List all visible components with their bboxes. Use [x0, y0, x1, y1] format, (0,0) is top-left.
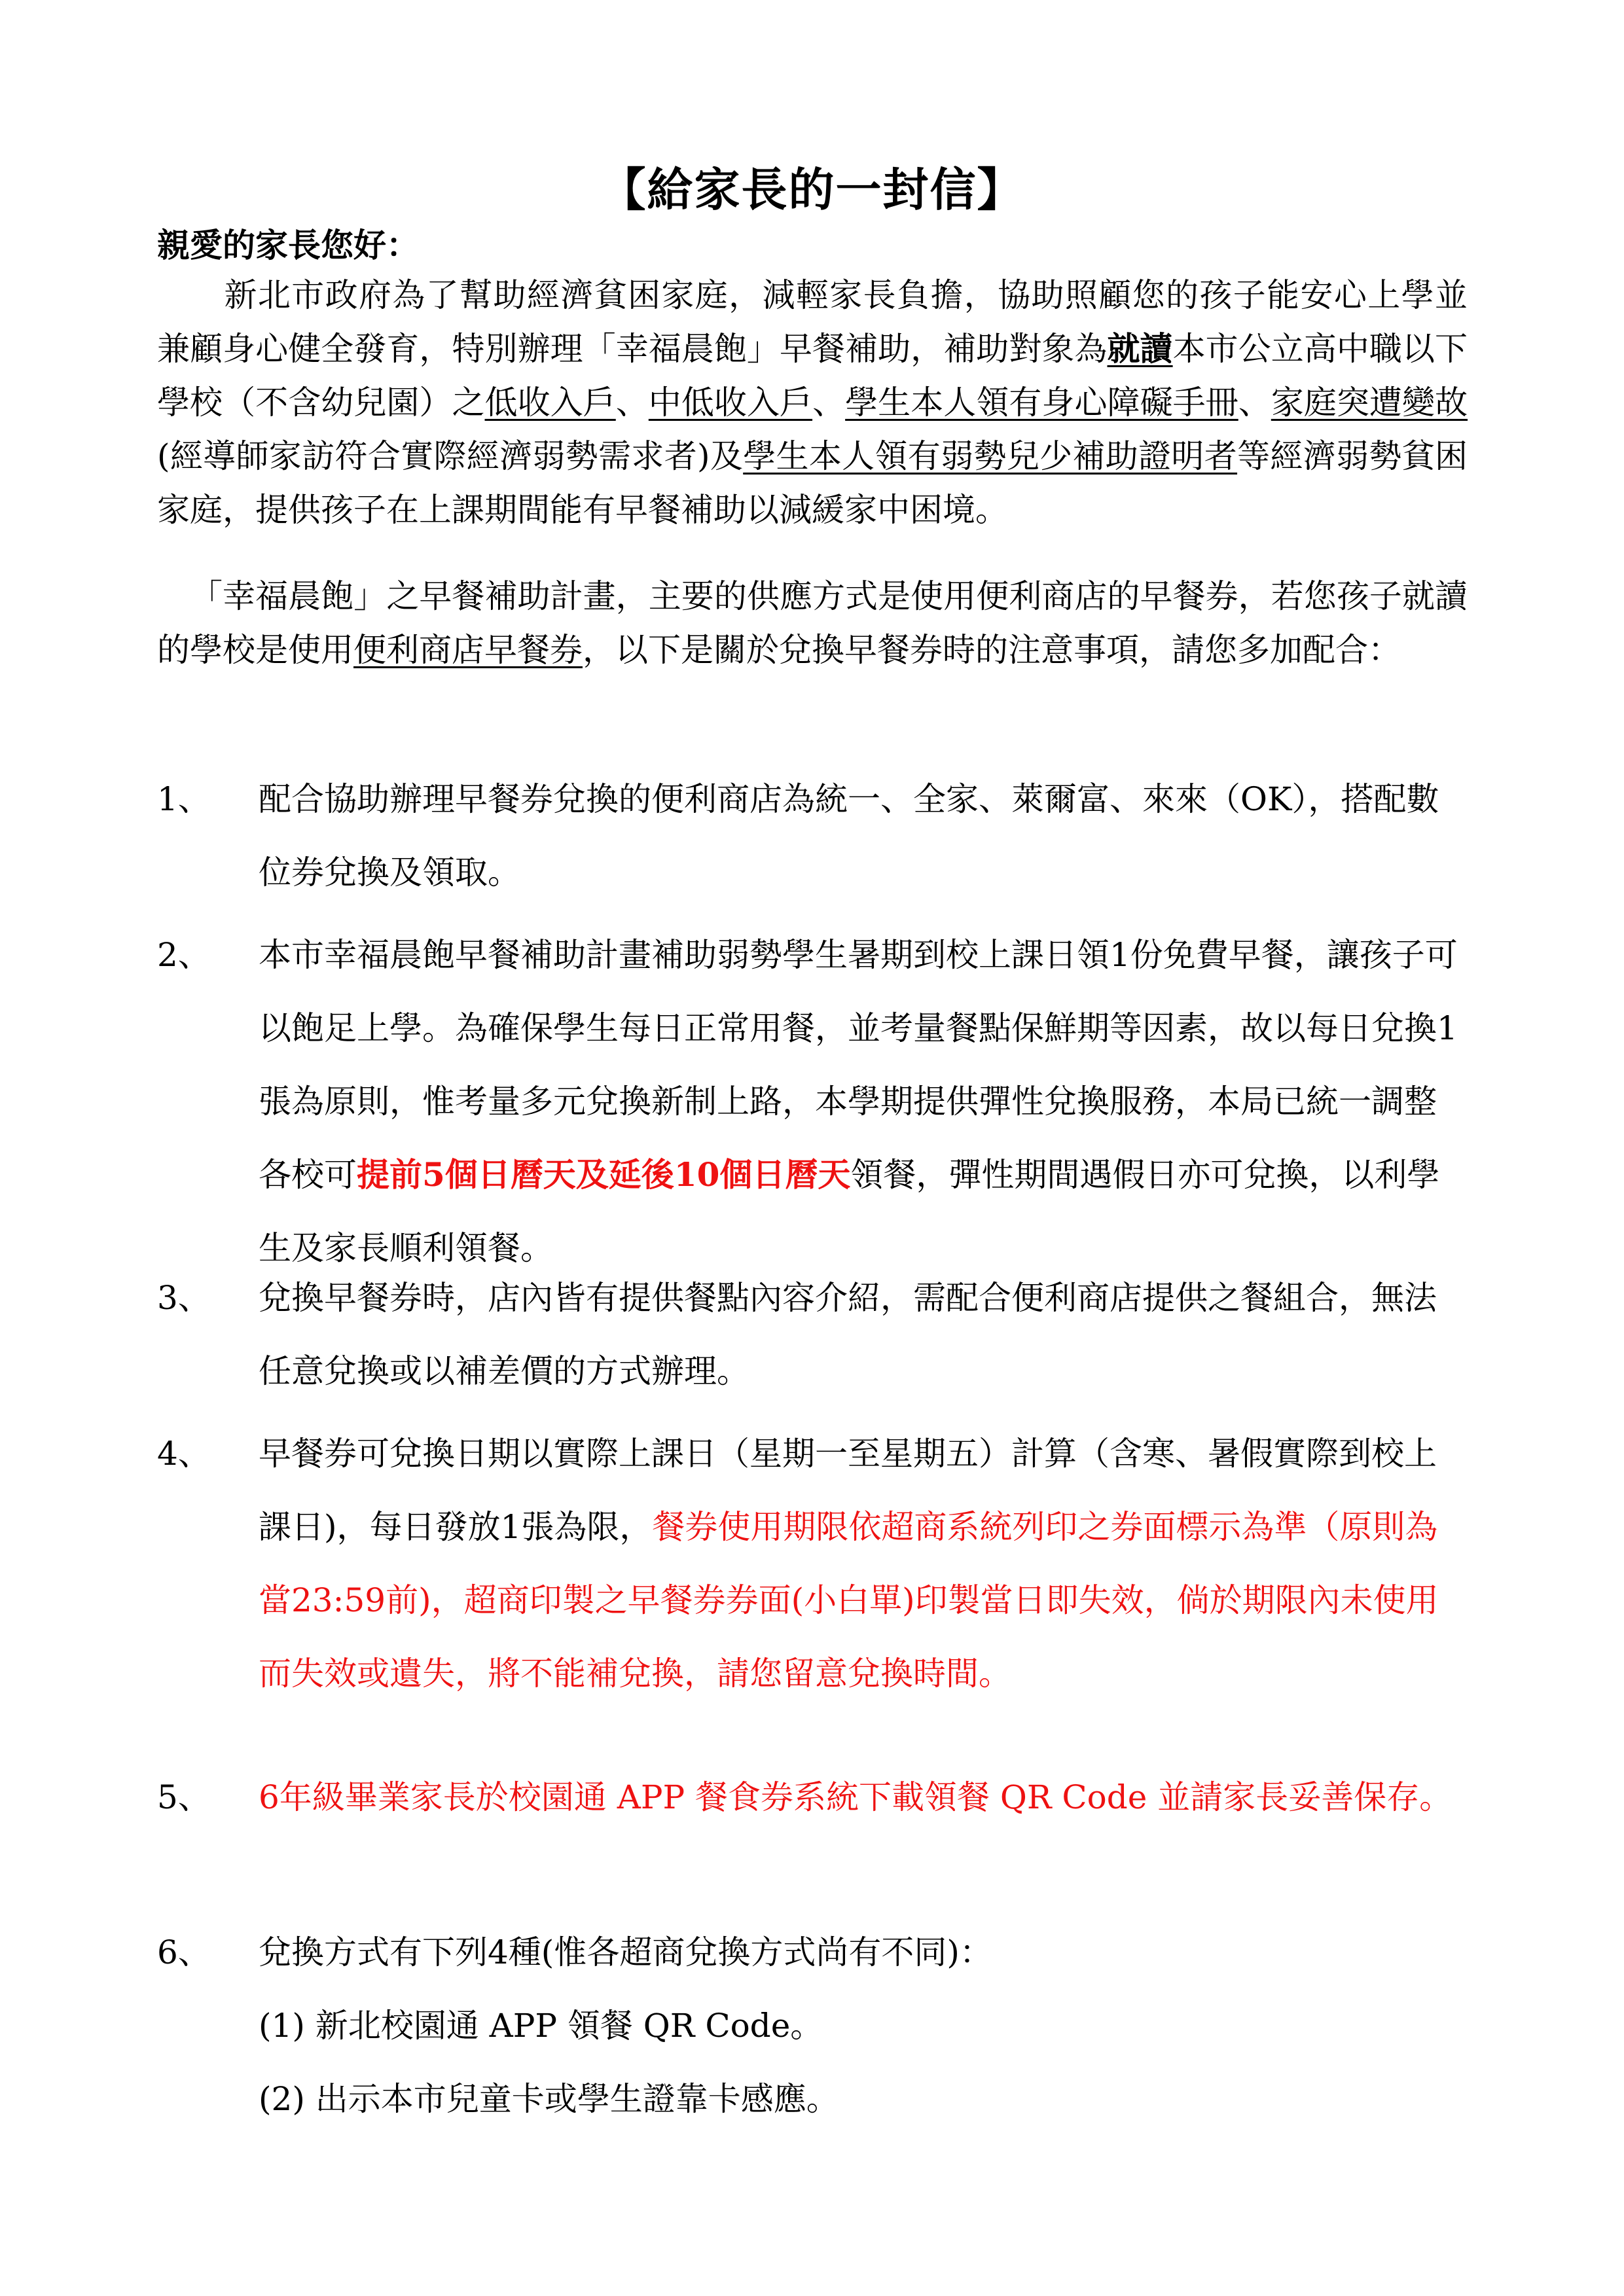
- program-text: 「幸福晨飽」之早餐補助計畫，主要的供應方式是使用便利商店的早餐券，若您孩子就讀的學校是使用: [157, 577, 1468, 669]
- item-text-part: 早餐券可兌換日期以實際上課日（星期一至星期五）計算（含寒、暑假實際到校上課日)，每日發放1張為限，: [259, 1435, 1437, 1546]
- eligibility-low-income: 低收入戶: [484, 384, 616, 422]
- voucher-expiry-notice: 餐券使用期限依超商系統列印之券面標示為準（原則為當23:59前)，超商印製之早餐券券面(小白單)印製當日即失效，倘於期限內未使用而失效或遺失，將不能補兌換，請您留意兌換時間。: [259, 1508, 1439, 1693]
- intro-text: (經導師家訪符合實際經濟弱勢需求者)及: [157, 437, 744, 475]
- eligibility-disability: 學生本人領有身心障礙手冊: [845, 384, 1238, 422]
- program-paragraph: [157, 569, 1468, 677]
- item-text: 配合協助辦理早餐券兌換的便利商店為統一、全家、萊爾富、來來（OK），搭配數位券兌換及領取。: [259, 780, 1439, 891]
- item-number: 4、: [157, 1435, 211, 1473]
- separator: 、: [1238, 384, 1271, 422]
- separator: 、: [812, 384, 846, 422]
- eligibility-subsidy-certificate: 學生本人領有弱勢兒少補助證明者: [743, 437, 1238, 475]
- intro-text: 本市公立高中職以下學校（不含幼兒園）之: [157, 330, 1468, 422]
- item-text: [259, 1417, 1460, 1710]
- eligibility-mid-low-income: 中低收入戶: [648, 384, 813, 422]
- item-text-part: 本市幸福晨飽早餐補助計畫補助弱勢學生暑期到校上課日領1份免費早餐，讓孩子可以飽足上學。為確保學生每日正常用餐，並考量餐點保鮮期等因素，故以每日兌換1張為原則，惟考量多元兌換新制上路，本學期提供彈性兌換服務，本局已統一調整各校可: [259, 936, 1458, 1194]
- exchange-method-1: (1) 新北校園通 APP 領餐 QR Code。: [259, 2007, 823, 2045]
- letter-title: 【給家長的一封信】: [600, 162, 1024, 217]
- item-number: 2、: [157, 936, 211, 974]
- item-number: 1、: [157, 780, 211, 818]
- item-text: [259, 1916, 1460, 2136]
- emphasis-attending: 就讀: [1107, 329, 1173, 368]
- item-number: 3、: [157, 1279, 211, 1317]
- item-number: 6、: [157, 1933, 211, 1971]
- intro-text: 新北市政府為了幫助經濟貧困家庭，減輕家長負擔，協助照顧您的孩子能安心上學並兼顧身心健全發育，特別辦理「幸福晨飽」早餐補助，補助對象為: [157, 276, 1468, 368]
- item-text-part: 領餐，彈性期間遇假日亦可兌換，以利學生及家長順利領餐。: [259, 1156, 1440, 1267]
- exchange-method-2: (2) 出示本市兒童卡或學生證靠卡感應。: [259, 2080, 839, 2118]
- flexible-period-highlight: 提前5個日曆天及延後10個日曆天: [357, 1155, 851, 1194]
- item-text: 兌換早餐券時，店內皆有提供餐點內容介紹，需配合便利商店提供之餐組合，無法任意兌換或以補差價的方式辦理。: [259, 1279, 1437, 1390]
- greeting: 親愛的家長您好：: [157, 226, 419, 264]
- exchange-methods-intro: 兌換方式有下列4種(惟各超商兌換方式尚有不同)：: [259, 1933, 992, 1971]
- separator: 、: [615, 384, 649, 422]
- intro-paragraph: [157, 268, 1468, 537]
- item-text: [259, 918, 1460, 1285]
- program-text: ，以下是關於兌換早餐券時的注意事項，請您多加配合：: [583, 631, 1401, 669]
- convenience-store-voucher: 便利商店早餐券: [353, 631, 583, 669]
- graduation-qr-notice: 6年級畢業家長於校園通 APP 餐食券系統下載領餐 QR Code 並請家長妥善保存。: [259, 1778, 1453, 1816]
- eligibility-family-crisis: 家庭突遭變故: [1271, 384, 1468, 422]
- item-number: 5、: [157, 1778, 211, 1816]
- intro-text: 等經濟弱勢貧困家庭，提供孩子在上課期間能有早餐補助以減緩家中困境。: [157, 437, 1468, 529]
